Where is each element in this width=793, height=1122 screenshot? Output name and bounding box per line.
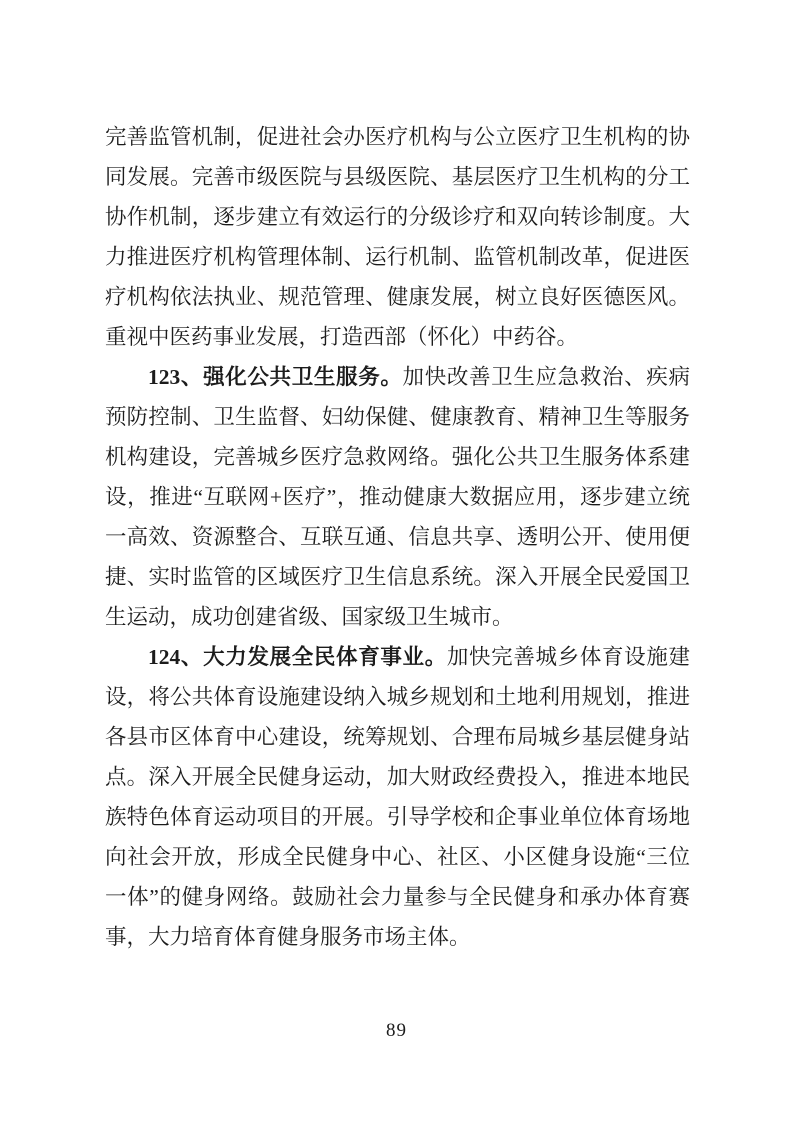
page-number: 89 — [386, 1020, 407, 1041]
paragraph-item-123 — [105, 357, 690, 637]
paragraph-continuation — [105, 117, 690, 357]
paragraph-lead: 124、大力发展全民体育事业。 — [148, 645, 447, 669]
paragraph-text: 加快改善卫生应急救治、疾病预防控制、卫生监督、妇幼保健、健康教育、精神卫生等服务机构建设，完善城乡医疗急救网络。强化公共卫生服务体系建设，推进“互联网+医疗”，推动健康大数据应用，逐步建立统一高效、资源整合、互联互通、信息共享、透明公开、使用便捷、实时监管的区域医疗卫生信息系统。深入开展全民爱国卫生运动，成功创建省级、国家级卫生城市。 — [105, 365, 690, 629]
paragraph-lead: 123、强化公共卫生服务。 — [148, 365, 403, 389]
page-body — [105, 117, 690, 957]
paragraph-text: 加快完善城乡体育设施建设，将公共体育设施建设纳入城乡规划和土地利用规划，推进各县市区体育中心建设，统筹规划、合理布局城乡基层健身站点。深入开展全民健身运动，加大财政经费投入，推进本地民族特色体育运动项目的开展。引导学校和企事业单位体育场地向社会开放，形成全民健身中心、社区、小区健身设施“三位一体”的健身网络。鼓励社会力量参与全民健身和承办体育赛事，大力培育体育健身服务市场主体。 — [105, 645, 690, 949]
paragraph-text: 完善监管机制，促进社会办医疗机构与公立医疗卫生机构的协同发展。完善市级医院与县级医院、基层医疗卫生机构的分工协作机制，逐步建立有效运行的分级诊疗和双向转诊制度。大力推进医疗机构管理体制、运行机制、监管机制改革，促进医疗机构依法执业、规范管理、健康发展，树立良好医德医风。重视中医药事业发展，打造西部（怀化）中药谷。 — [105, 125, 690, 349]
paragraph-item-124 — [105, 637, 690, 957]
